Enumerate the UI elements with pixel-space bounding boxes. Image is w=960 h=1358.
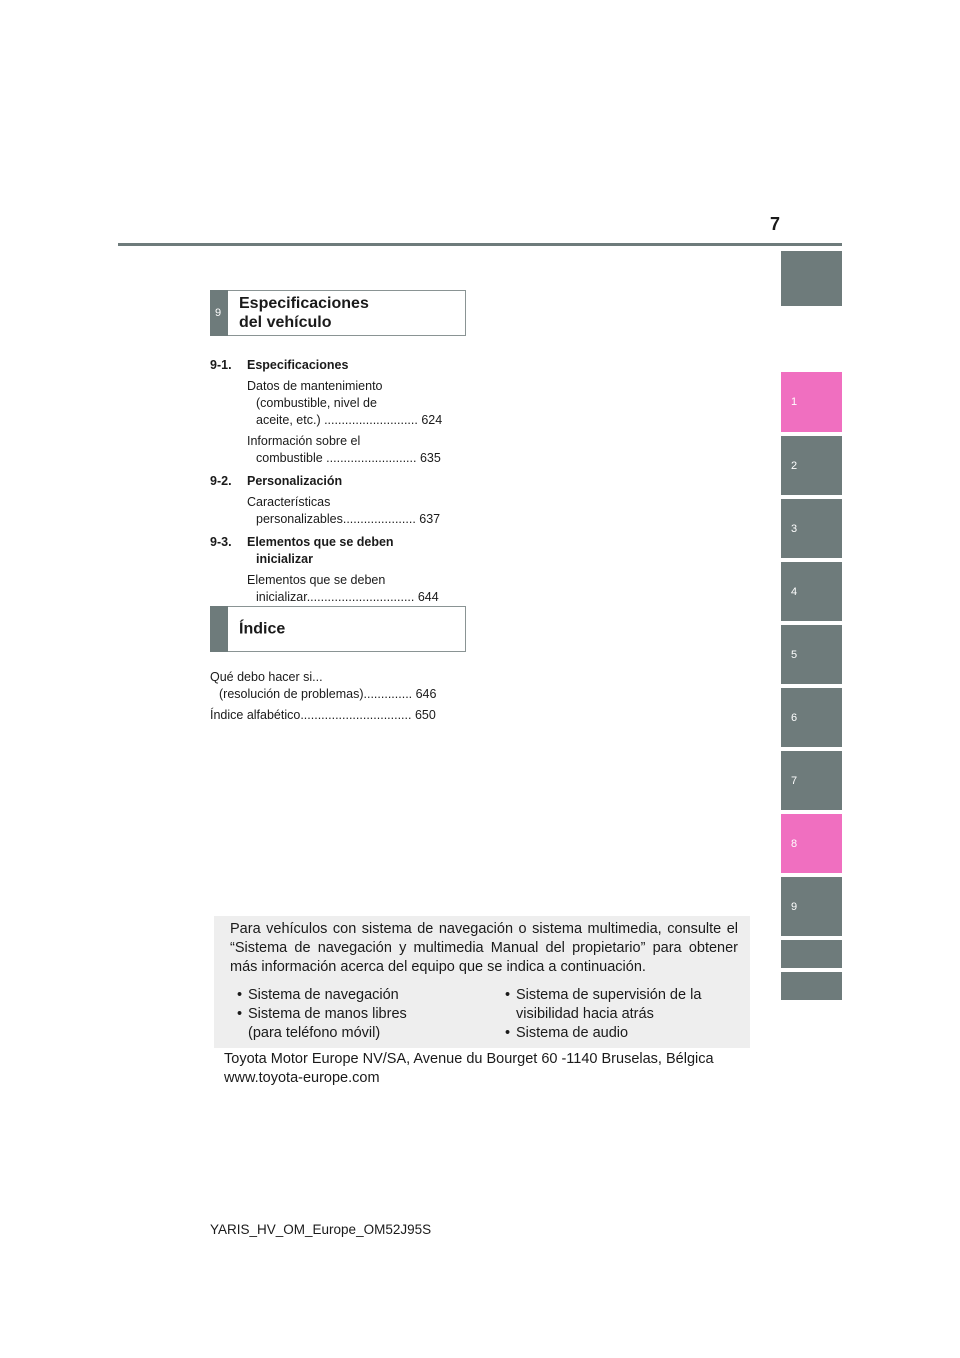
chapter-tab-blank-2[interactable]: [781, 972, 842, 1000]
header-rule: [118, 243, 842, 246]
bullet-column-left: [230, 986, 484, 1043]
toc-entry-indice-alfabetico[interactable]: Índice alfabético................................ 650: [210, 708, 436, 722]
toc-entry-que-debo-hacer[interactable]: Qué debo hacer si... (resolución de problemas).............. 646: [210, 670, 437, 701]
section-bar: [210, 606, 228, 652]
bullet-item: • Sistema de navegación: [230, 986, 484, 1005]
bullet-item: • Sistema de audio: [498, 1024, 738, 1043]
section-9-title: Especificaciones del vehículo: [239, 295, 369, 331]
page-number: 7: [769, 214, 780, 234]
toc-entry-caracteristicas[interactable]: Características personalizables..................... 637: [247, 495, 441, 526]
info-intro-text: Para vehículos con sistema de navegación o sistema multimedia, consulte el “Sistema de navegación y multimedia Manual del propietario” para obtener más información acerca del equipo que se indica a continuación.: [230, 921, 738, 975]
toc-entry-elementos-inicializar[interactable]: Elementos que se deben inicializar............................... 644: [247, 573, 439, 604]
chapter-tab-blank-1[interactable]: [781, 940, 842, 968]
index-toc: [210, 669, 460, 724]
chapter-tabs: [781, 0, 842, 1358]
toc-subsection-9-1[interactable]: 9-1. Especificaciones: [210, 358, 349, 372]
publisher-address: [224, 1050, 744, 1088]
toc-entry-datos-mantenimiento[interactable]: Datos de mantenimiento (combustible, nivel de aceite, etc.) ........................... 624: [247, 379, 443, 427]
index-title: Índice: [239, 620, 286, 638]
chapter-tab-5[interactable]: 5: [781, 625, 842, 684]
chapter-tab-6[interactable]: 6: [781, 688, 842, 747]
index-section-header: [210, 606, 466, 652]
chapter-tab-1[interactable]: 1: [781, 372, 842, 432]
bullet-item: • Sistema de supervisión de la visibilidad hacia atrás: [498, 986, 738, 1024]
section-9-header: [210, 290, 466, 336]
bullet-item: • Sistema de manos libres (para teléfono móvil): [230, 1005, 484, 1043]
toc-entry-informacion-combustible[interactable]: Información sobre el combustible .......................... 635: [247, 434, 441, 465]
toc-subsection-9-3[interactable]: 9-3. Elementos que se deben inicializar: [210, 535, 394, 566]
section-9-toc: [210, 353, 460, 606]
toc-subsection-9-2[interactable]: 9-2. Personalización: [210, 474, 343, 488]
bullet-column-right: [484, 986, 738, 1043]
chapter-tab-2[interactable]: 2: [781, 436, 842, 495]
navigation-info-box: [214, 916, 750, 1048]
document-code-footer: YARIS_HV_OM_Europe_OM52J95S: [210, 1222, 432, 1237]
chapter-tab-3[interactable]: 3: [781, 499, 842, 558]
chapter-tab-8[interactable]: 8: [781, 814, 842, 873]
chapter-tab-9[interactable]: 9: [781, 877, 842, 936]
section-number-bar: 9: [210, 290, 228, 336]
chapter-tab-blank-top[interactable]: [781, 251, 842, 306]
info-bullet-list: [230, 986, 738, 1043]
address-line: Toyota Motor Europe NV/SA, Avenue du Bourget 60 -1140 Bruselas, Bélgica: [224, 1051, 714, 1067]
chapter-tab-7[interactable]: 7: [781, 751, 842, 810]
chapter-tab-4[interactable]: 4: [781, 562, 842, 621]
website-link[interactable]: www.toyota-europe.com: [224, 1070, 380, 1086]
